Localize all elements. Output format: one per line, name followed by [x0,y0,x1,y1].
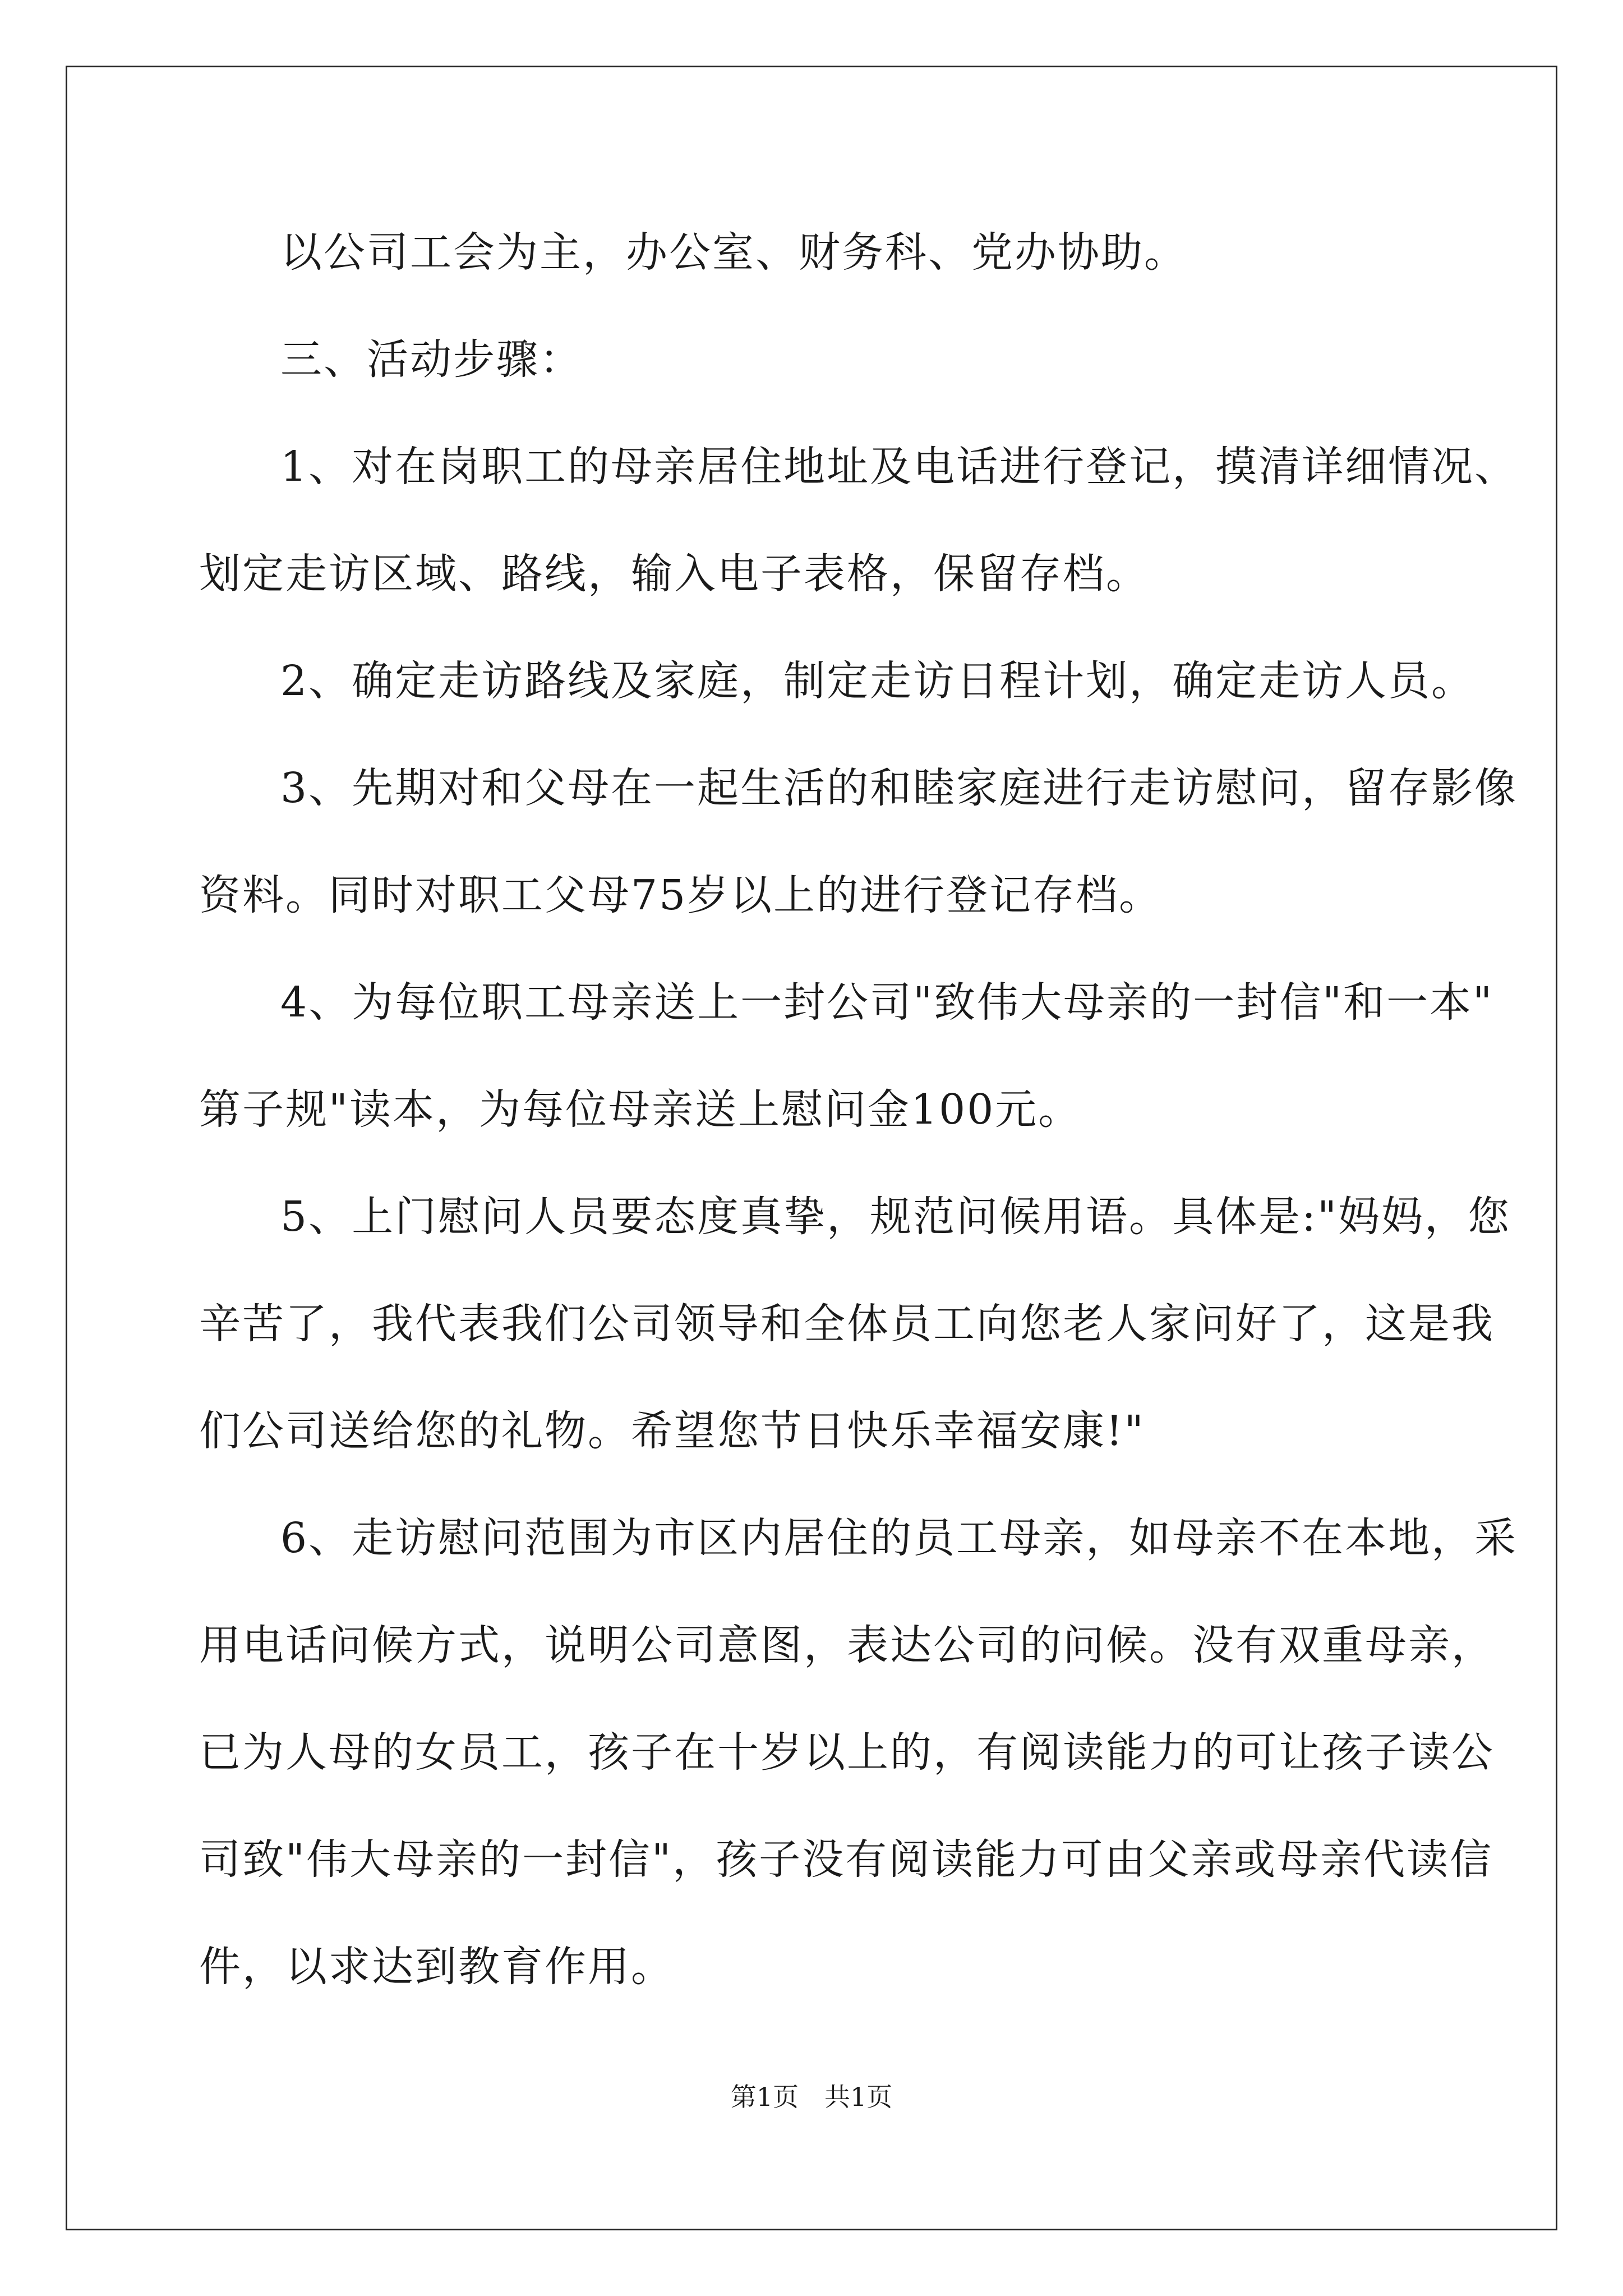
text-line-5: 2、确定走访路线及家庭，制定走访日程计划，确定走访人员。 [280,657,1475,705]
text-line-6: 3、先期对和父母在一起生活的和睦家庭进行走访慰问，留存影像 [280,764,1518,812]
text-line-9: 第子规"读本，为每位母亲送上慰问金100元。 [199,1085,1082,1134]
text-line-10: 5、上门慰问人员要态度真挚，规范问候用语。具体是:"妈妈，您 [280,1193,1511,1241]
text-line-11: 辛苦了，我代表我们公司领导和全体员工向您老人家问好了，这是我 [199,1300,1495,1348]
text-line-3: 1、对在岗职工的母亲居住地址及电话进行登记，摸清详细情况、 [280,443,1518,491]
text-line-8: 4、为每位职工母亲送上一封公司"致伟大母亲的一封信"和一本" [280,978,1494,1027]
text-line-7: 资料。同时对职工父母75岁以上的进行登记存档。 [199,871,1163,919]
text-line-4: 划定走访区域、路线，输入电子表格，保留存档。 [199,550,1149,598]
text-line-15: 已为人母的女员工，孩子在十岁以上的，有阅读能力的可让孩子读公 [199,1728,1495,1777]
page-border [66,66,1557,2230]
page-footer: 第1页 共1页 [730,2082,893,2112]
text-line-12: 们公司送给您的礼物。希望您节日快乐幸福安康!" [199,1407,1145,1455]
text-line-16: 司致"伟大母亲的一封信"，孩子没有阅读能力可由父亲或母亲代读信 [199,1835,1493,1884]
text-line-13: 6、走访慰问范围为市区内居住的员工母亲，如母亲不在本地，采 [280,1514,1518,1562]
text-line-1: 以公司工会为主，办公室、财务科、党办协助。 [280,228,1187,277]
text-line-14: 用电话问候方式，说明公司意图，表达公司的问候。没有双重母亲， [199,1621,1495,1669]
text-line-17: 件，以求达到教育作用。 [199,1943,674,1991]
text-line-2: 三、活动步骤： [280,335,583,384]
